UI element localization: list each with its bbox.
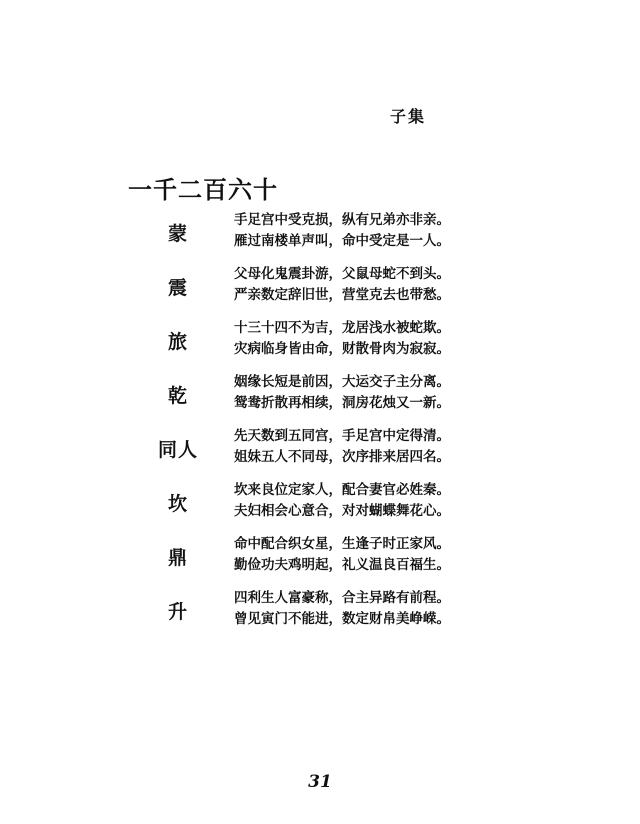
verse-line-1: 姻缘长短是前因，大运交子主分离。 (234, 374, 450, 390)
entry-meng (130, 208, 490, 262)
hexagram-name: 鼎 (167, 547, 188, 569)
verse-line-2: 严亲数定辞旧世，营堂克去也带愁。 (234, 287, 450, 303)
entry-qian (130, 370, 490, 424)
verse-line-1: 手足宫中受克损，纵有兄弟亦非亲。 (234, 212, 450, 228)
verse-line-2: 曾见寅门不能进，数定财帛美峥嵘。 (234, 611, 450, 627)
verse (234, 318, 450, 360)
entries-list (130, 208, 490, 640)
entry-ding (130, 532, 490, 586)
entry-lv (130, 316, 490, 370)
running-header: 子集 (390, 107, 427, 126)
hexagram-name: 蒙 (167, 223, 188, 245)
verse-line-1: 四利生人富豪称，合主异路有前程。 (234, 590, 450, 606)
hexagram-name: 乾 (167, 385, 188, 407)
entry-kan (130, 478, 490, 532)
verse-line-2: 勤俭功夫鸡明起，礼义温良百福生。 (234, 557, 450, 573)
verse (234, 210, 450, 252)
verse-line-1: 坎来良位定家人，配合妻官必姓秦。 (234, 482, 450, 498)
verse-line-1: 命中配合织女星，生逢子时正家风。 (234, 536, 450, 552)
verse-line-1: 父母化鬼震卦游，父鼠母蛇不到头。 (234, 266, 450, 282)
hexagram-name: 旅 (167, 331, 188, 353)
verse (234, 264, 450, 306)
verse (234, 534, 450, 576)
verse-line-2: 灾病临身皆由命，财散骨肉为寂寂。 (234, 341, 450, 357)
section-title: 一千二百六十 (128, 175, 278, 204)
verse (234, 426, 450, 468)
entry-tongren (130, 424, 490, 478)
hexagram-name: 同人 (157, 439, 198, 461)
hexagram-name: 震 (167, 277, 188, 299)
verse-line-2: 夫妇相会心意合，对对蝴蝶舞花心。 (234, 503, 450, 519)
entry-zhen (130, 262, 490, 316)
entry-sheng (130, 586, 490, 640)
verse (234, 480, 450, 522)
verse-line-2: 姐妹五人不同母，次序排来居四名。 (234, 449, 450, 465)
hexagram-name: 坎 (167, 493, 188, 515)
verse (234, 588, 450, 630)
verse-line-2: 雁过南楼单声叫，命中受定是一人。 (234, 233, 450, 249)
page-number: 31 (308, 772, 332, 792)
hexagram-name: 升 (167, 601, 188, 623)
verse (234, 372, 450, 414)
verse-line-1: 十三十四不为吉，龙居浅水被蛇欺。 (234, 320, 450, 336)
verse-line-1: 先天数到五同宫，手足宫中定得清。 (234, 428, 450, 444)
verse-line-2: 鸳鸯折散再相续，洞房花烛又一新。 (234, 395, 450, 411)
